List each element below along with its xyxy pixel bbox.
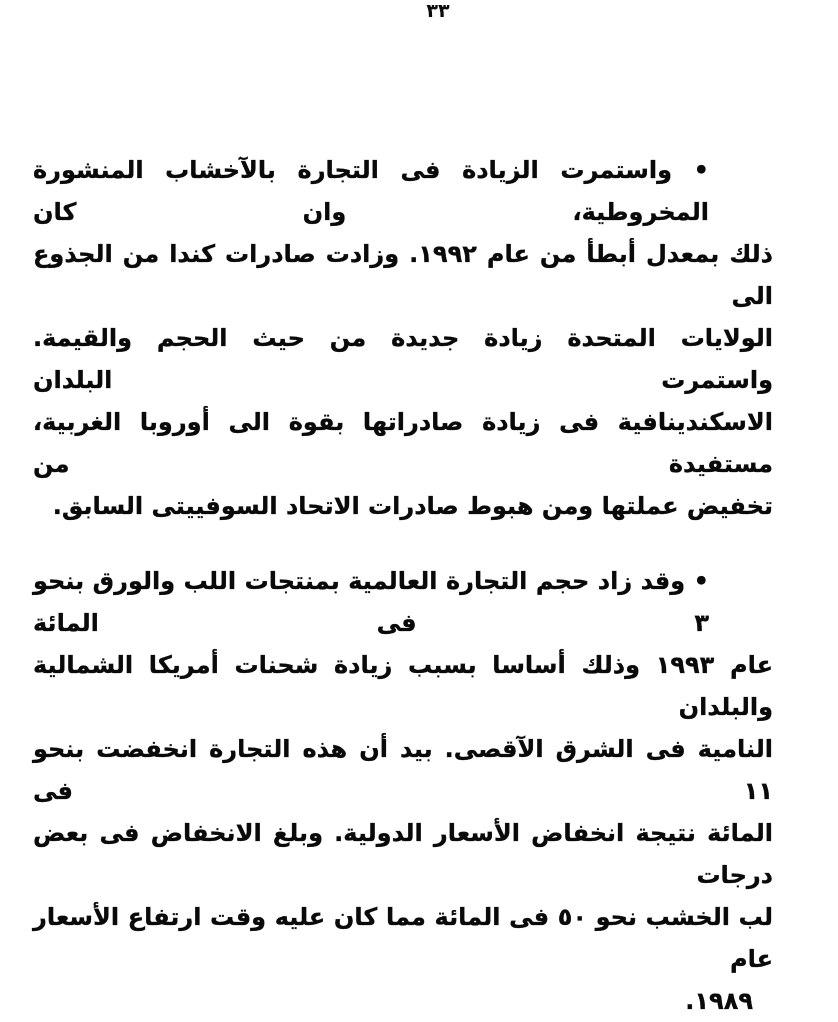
paragraph-1-line-5: تخفيض عملتها ومن هبوط صادرات الاتحاد السوفييتى السابق. <box>52 492 773 520</box>
paragraph-1-line-1: • واستمرت الزيادة فى التجارة بالآخشاب المنشورة المخروطية، وان كان <box>33 156 709 226</box>
page-number: ٣٣ <box>426 0 450 22</box>
paragraph-2-line-1: • وقد زاد حجم التجارة العالمية بمنتجات اللب والورق بنحو ٣ فى المائة <box>33 567 709 637</box>
paragraph-1-line-2: ذلك بمعدل أبطأ من عام ١٩٩٢. وزادت صادرات كندا من الجذوع الى <box>33 240 774 310</box>
paragraph-1-line-4: الاسكندينافية فى زيادة صادراتها بقوة الى أوروبا الغربية، مستفيدة من <box>33 408 773 478</box>
page-content <box>33 149 773 1022</box>
paragraph-2-line-3: النامية فى الشرق الآقصى. بيد أن هذه التجارة انخفضت بنحو ١١ فى <box>33 735 773 805</box>
paragraph-2 <box>33 560 773 1022</box>
paragraph-2-line-6: ١٩٨٩. <box>685 987 753 1015</box>
paragraph-2-line-5: لب الخشب نحو ٥٠ فى المائة مما كان عليه وقت ارتفاع الأسعار عام <box>33 903 773 973</box>
paragraph-1 <box>33 149 773 527</box>
paragraph-2-line-2: عام ١٩٩٣ وذلك أساسا بسبب زيادة شحنات أمريكا الشمالية والبلدان <box>33 651 773 721</box>
paragraph-2-line-4: المائة نتيجة انخفاض الأسعار الدولية. وبلغ الانخفاض فى بعض درجات <box>33 819 773 889</box>
paragraph-1-line-3: الولايات المتحدة زيادة جديدة من حيث الحجم والقيمة. واستمرت البلدان <box>33 324 773 394</box>
